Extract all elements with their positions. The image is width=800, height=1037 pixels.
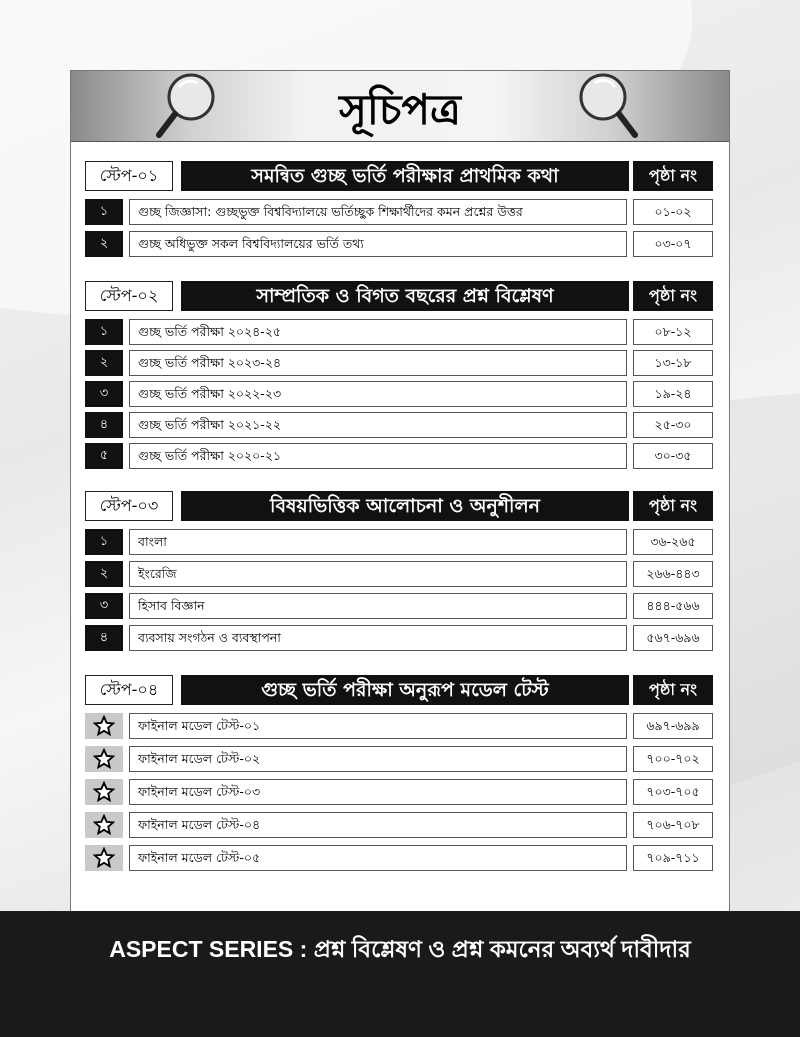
row-pages: ২৬৬-৪৪৩: [633, 561, 713, 587]
row-title: হিসাব বিজ্ঞান: [129, 593, 627, 619]
step-label: স্টেপ-০৪: [85, 675, 173, 705]
section-title: বিষয়ভিত্তিক আলোচনা ও অনুশীলন: [181, 491, 629, 521]
row-pages: ২৫-৩০: [633, 412, 713, 438]
row-title: গুচ্ছ ভর্তি পরীক্ষা ২০২২-২৩: [129, 381, 627, 407]
section-title: সাম্প্রতিক ও বিগত বছরের প্রশ্ন বিশ্লেষণ: [181, 281, 629, 311]
row-title: ফাইনাল মডেল টেস্ট-০৩: [129, 779, 627, 805]
row-title: গুচ্ছ ভর্তি পরীক্ষা ২০২১-২২: [129, 412, 627, 438]
row-number: ৪: [85, 412, 123, 438]
row-title: ফাইনাল মডেল টেস্ট-০১: [129, 713, 627, 739]
row-pages: ১৯-২৪: [633, 381, 713, 407]
row-title: ইংরেজি: [129, 561, 627, 587]
star-icon: [85, 845, 123, 871]
contents-row[interactable]: [85, 529, 713, 555]
section-header: [85, 161, 713, 191]
page-number-header: পৃষ্ঠা নং: [633, 161, 713, 191]
star-icon: [85, 746, 123, 772]
row-number: ১: [85, 199, 123, 225]
star-icon: [85, 812, 123, 838]
row-title: গুচ্ছ অধিভুক্ত সকল বিশ্ববিদ্যালয়ের ভর্তি তথ্য: [129, 231, 627, 257]
step-label: স্টেপ-০৩: [85, 491, 173, 521]
magnifier-icon: [571, 71, 641, 143]
contents-row[interactable]: [85, 746, 713, 772]
contents-row[interactable]: [85, 625, 713, 651]
contents-row[interactable]: [85, 319, 713, 345]
section-title: গুচ্ছ ভর্তি পরীক্ষা অনুরূপ মডেল টেস্ট: [181, 675, 629, 705]
contents-row[interactable]: [85, 593, 713, 619]
contents-row[interactable]: [85, 199, 713, 225]
row-title: গুচ্ছ জিজ্ঞাসা: গুচ্ছভুক্ত বিশ্ববিদ্যালয়ে ভর্তিচ্ছুক শিক্ষার্থীদের কমন প্রশ্নের উত্তর: [129, 199, 627, 225]
row-title: গুচ্ছ ভর্তি পরীক্ষা ২০২৩-২৪: [129, 350, 627, 376]
row-pages: ৪৪৪-৫৬৬: [633, 593, 713, 619]
section-header: [85, 281, 713, 311]
row-number: ৫: [85, 443, 123, 469]
footer-tagline: ASPECT SERIES : প্রশ্ন বিশ্লেষণ ও প্রশ্ন কমনের অব্যর্থ দাবীদার: [109, 936, 691, 962]
row-number: ২: [85, 231, 123, 257]
contents-row[interactable]: [85, 412, 713, 438]
row-title: ফাইনাল মডেল টেস্ট-০২: [129, 746, 627, 772]
star-icon: [85, 779, 123, 805]
title-banner: [71, 71, 729, 142]
contents-row[interactable]: [85, 779, 713, 805]
row-title: বাংলা: [129, 529, 627, 555]
contents-row[interactable]: [85, 812, 713, 838]
row-title: গুচ্ছ ভর্তি পরীক্ষা ২০২০-২১: [129, 443, 627, 469]
contents-row[interactable]: [85, 350, 713, 376]
row-number: ৩: [85, 593, 123, 619]
page-title: সূচিপত্র: [339, 85, 461, 134]
row-number: ১: [85, 529, 123, 555]
row-pages: ০১-০২: [633, 199, 713, 225]
row-pages: ৬৯৭-৬৯৯: [633, 713, 713, 739]
contents-row[interactable]: [85, 561, 713, 587]
row-number: ১: [85, 319, 123, 345]
contents-row[interactable]: [85, 713, 713, 739]
row-pages: ৭০৩-৭০৫: [633, 779, 713, 805]
row-pages: ৩৬-২৬৫: [633, 529, 713, 555]
contents-row[interactable]: [85, 231, 713, 257]
section-header: [85, 491, 713, 521]
row-title: ফাইনাল মডেল টেস্ট-০৪: [129, 812, 627, 838]
row-pages: ১৩-১৮: [633, 350, 713, 376]
step-label: স্টেপ-০২: [85, 281, 173, 311]
row-number: ২: [85, 350, 123, 376]
contents-page: [70, 70, 730, 912]
row-number: ৩: [85, 381, 123, 407]
row-number: ২: [85, 561, 123, 587]
row-pages: ০৮-১২: [633, 319, 713, 345]
row-pages: ০৩-০৭: [633, 231, 713, 257]
row-title: ফাইনাল মডেল টেস্ট-০৫: [129, 845, 627, 871]
page-number-header: পৃষ্ঠা নং: [633, 491, 713, 521]
row-pages: ৭০০-৭০২: [633, 746, 713, 772]
star-icon: [85, 713, 123, 739]
row-title: ব্যবসায় সংগঠন ও ব্যবস্থাপনা: [129, 625, 627, 651]
row-number: ৪: [85, 625, 123, 651]
section-header: [85, 675, 713, 705]
row-pages: ৩০-৩৫: [633, 443, 713, 469]
page-number-header: পৃষ্ঠা নং: [633, 281, 713, 311]
contents-row[interactable]: [85, 443, 713, 469]
page-number-header: পৃষ্ঠা নং: [633, 675, 713, 705]
step-label: স্টেপ-০১: [85, 161, 173, 191]
row-pages: ৭০৬-৭০৮: [633, 812, 713, 838]
contents-row[interactable]: [85, 381, 713, 407]
row-title: গুচ্ছ ভর্তি পরীক্ষা ২০২৪-২৫: [129, 319, 627, 345]
footer-banner: [0, 911, 800, 1037]
contents-row[interactable]: [85, 845, 713, 871]
section-title: সমন্বিত গুচ্ছ ভর্তি পরীক্ষার প্রাথমিক কথা: [181, 161, 629, 191]
row-pages: ৭০৯-৭১১: [633, 845, 713, 871]
row-pages: ৫৬৭-৬৯৬: [633, 625, 713, 651]
